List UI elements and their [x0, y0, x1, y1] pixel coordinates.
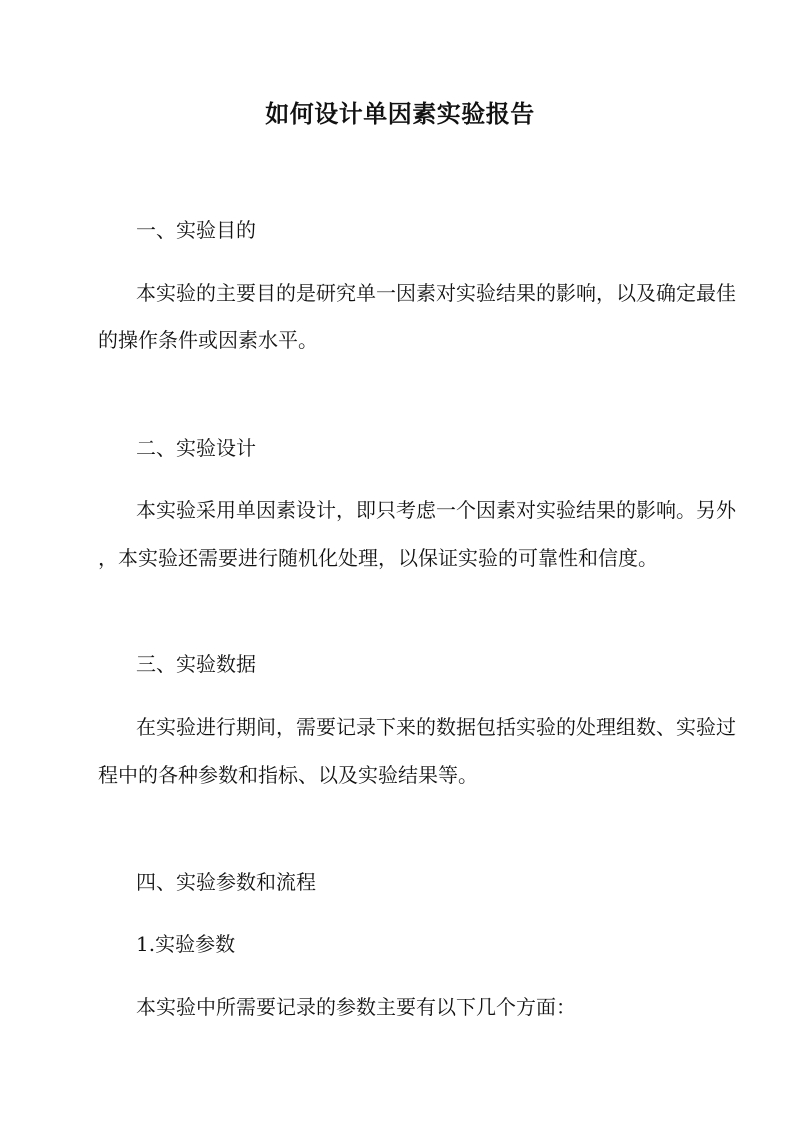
section-heading-data: 三、实验数据	[136, 652, 256, 676]
section-heading-purpose: 一、实验目的	[136, 218, 256, 242]
paragraph-line: 在实验进行期间，需要记录下来的数据包括实验的处理组数、实验过	[136, 715, 736, 739]
paragraph-line: 程中的各种参数和指标、以及实验结果等。	[98, 763, 478, 787]
paragraph-line: 的操作条件或因素水平。	[98, 328, 318, 352]
paragraph-line: 本实验的主要目的是研究单一因素对实验结果的影响，以及确定最佳	[136, 281, 736, 305]
paragraph-line: ，本实验还需要进行随机化处理，以保证实验的可靠性和信度。	[98, 546, 658, 570]
section-heading-design: 二、实验设计	[136, 436, 256, 460]
paragraph-line: 本实验采用单因素设计，即只考虑一个因素对实验结果的影响。另外	[136, 498, 736, 522]
subheading-parameters: 1.实验参数	[136, 932, 236, 956]
document-title: 如何设计单因素实验报告	[265, 99, 535, 128]
paragraph-line: 本实验中所需要记录的参数主要有以下几个方面：	[136, 995, 576, 1019]
section-heading-parameters: 四、实验参数和流程	[136, 870, 316, 894]
